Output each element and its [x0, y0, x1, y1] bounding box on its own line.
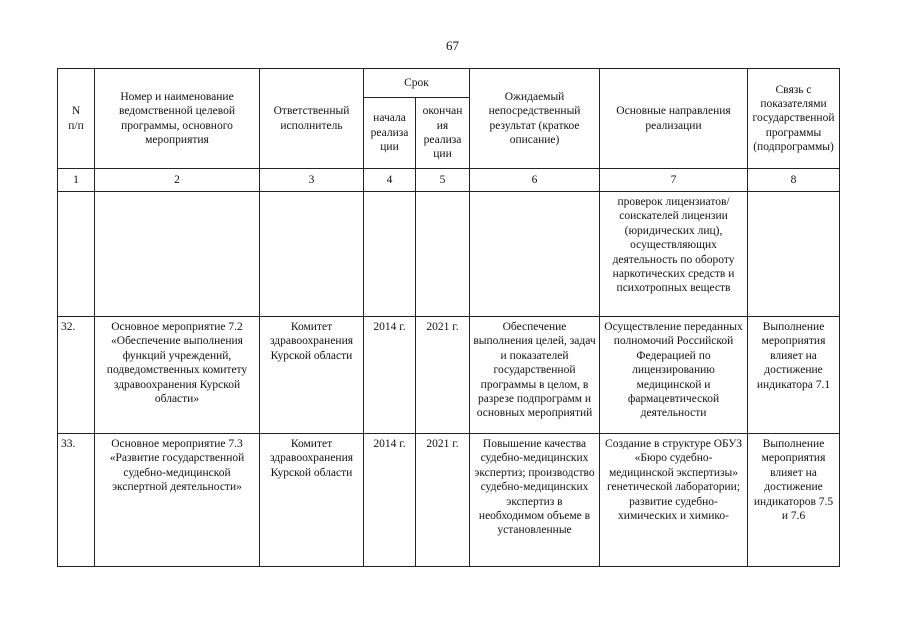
row-expected-result: Обеспечение выполнения целей, задач и показателей государственной программы в целом, в разрезе подпрограмм и основных мероприятий: [470, 317, 600, 434]
header-number: N п/п: [58, 69, 95, 169]
column-number: 7: [600, 169, 748, 192]
row-executor: [260, 192, 364, 317]
column-number: 8: [748, 169, 840, 192]
row-number: 33.: [58, 434, 95, 567]
row-end: 2021 г.: [416, 434, 470, 567]
column-number: 3: [260, 169, 364, 192]
row-expected-result: Повышение качества судебно-медицинских экспертиз; производство судебно-медицинских экспертиз в необходимом объеме в установленные: [470, 434, 600, 567]
row-indicators-link: Выполнение мероприятия влияет на достижение индикаторов 7.5 и 7.6: [748, 434, 840, 567]
program-table: [57, 68, 840, 567]
column-number: 1: [58, 169, 95, 192]
row-end: [416, 192, 470, 317]
column-number: 2: [95, 169, 260, 192]
header-indicators-link: Связь с показателями государственной программы (подпрограммы): [748, 69, 840, 169]
table-row: [58, 434, 840, 567]
row-start: 2014 г.: [364, 317, 416, 434]
header-expected-result: Ожидаемый непосредственный результат (краткое описание): [470, 69, 600, 169]
row-directions: Осуществление переданных полномочий Российской Федерацией по лицензированию медицинской и фармацевтической деятельности: [600, 317, 748, 434]
row-program-name: Основное мероприятие 7.2 «Обеспечение выполнения функций учреждений, подведомственных комитету здравоохранения Курской области»: [95, 317, 260, 434]
row-start: [364, 192, 416, 317]
column-number: 4: [364, 169, 416, 192]
page-number: 67: [446, 38, 459, 53]
row-directions: проверок лицензиатов/соискателей лицензии (юридических лиц), осуществляющих деятельность по обороту наркотических средств и психотропных веществ: [600, 192, 748, 317]
column-numbers-row: [58, 169, 840, 192]
row-program-name: Основное мероприятие 7.3 «Развитие государственной судебно-медицинской экспертной деятельности»: [95, 434, 260, 567]
header-executor: Ответственный исполнитель: [260, 69, 364, 169]
row-program-name: [95, 192, 260, 317]
row-directions: Создание в структуре ОБУЗ «Бюро судебно-медицинской экспертизы» генетической лаборатории; развитие судебно-химических и химико-: [600, 434, 748, 567]
header-start: начала реализа ции: [364, 98, 416, 169]
column-number: 5: [416, 169, 470, 192]
table-row: [58, 192, 840, 317]
row-executor: Комитет здравоохранения Курской области: [260, 434, 364, 567]
row-number: 32.: [58, 317, 95, 434]
header-program-name: Номер и наименование ведомственной целевой программы, основного мероприятия: [95, 69, 260, 169]
row-end: 2021 г.: [416, 317, 470, 434]
header-end: окончан ия реализа ции: [416, 98, 470, 169]
column-number: 6: [470, 169, 600, 192]
table-row: [58, 317, 840, 434]
header-term: Срок: [364, 69, 470, 98]
row-expected-result: [470, 192, 600, 317]
row-executor: Комитет здравоохранения Курской области: [260, 317, 364, 434]
row-indicators-link: [748, 192, 840, 317]
row-number: [58, 192, 95, 317]
row-start: 2014 г.: [364, 434, 416, 567]
row-indicators-link: Выполнение мероприятия влияет на достижение индикатора 7.1: [748, 317, 840, 434]
header-directions: Основные направления реализации: [600, 69, 748, 169]
header-row: [58, 69, 840, 98]
